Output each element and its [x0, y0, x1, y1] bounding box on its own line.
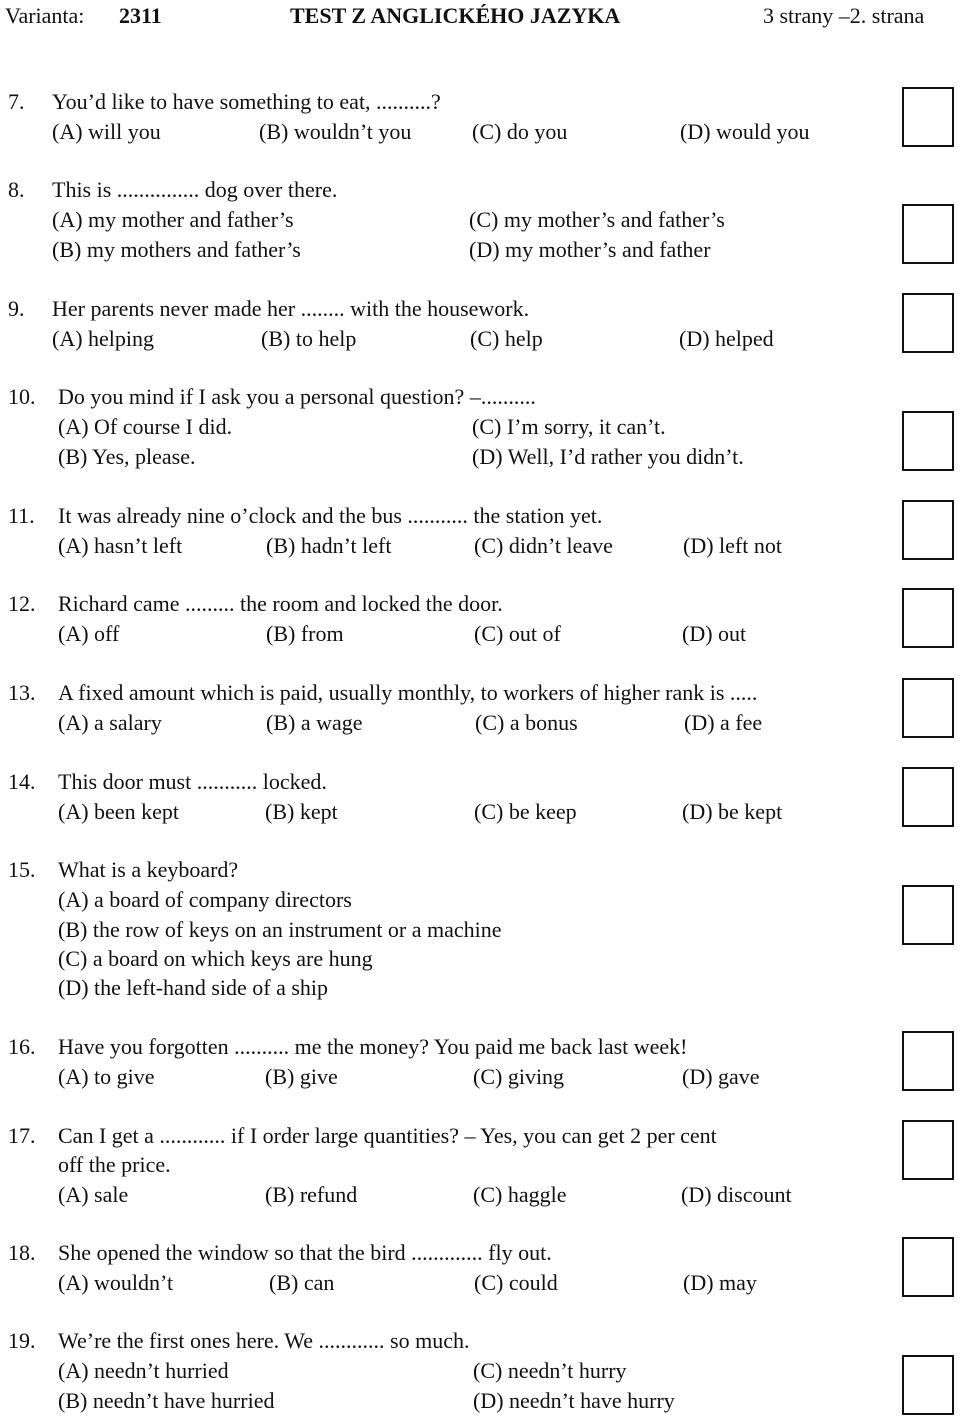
option-a[interactable]: (A) been kept	[58, 799, 179, 824]
question-number: 18.	[8, 1240, 36, 1265]
option-b[interactable]: (B) kept	[265, 799, 338, 824]
answer-box-8[interactable]	[902, 204, 954, 264]
option-a[interactable]: (A) sale	[58, 1182, 129, 1207]
option-c[interactable]: (C) do you	[472, 119, 568, 144]
question-number: 8.	[8, 177, 25, 202]
question-prompt: Her parents never made her ........ with the housework.	[52, 296, 530, 321]
question-prompt: Do you mind if I ask you a personal question? –..........	[58, 384, 536, 409]
option-a[interactable]: (A) needn’t hurried	[58, 1358, 229, 1383]
option-b[interactable]: (B) my mothers and father’s	[52, 237, 301, 262]
option-c[interactable]: (C) my mother’s and father’s	[469, 207, 725, 232]
option-d[interactable]: (D) Well, I’d rather you didn’t.	[472, 444, 744, 469]
answer-box-7[interactable]	[902, 87, 954, 147]
answer-box-10[interactable]	[902, 411, 954, 471]
option-c[interactable]: (C) needn’t hurry	[473, 1358, 627, 1383]
option-a[interactable]: (A) wouldn’t	[58, 1270, 174, 1295]
question-number: 14.	[8, 769, 36, 794]
option-b[interactable]: (B) can	[269, 1270, 335, 1295]
question-prompt: We’re the first ones here. We ............ so much.	[58, 1328, 470, 1353]
answer-box-15[interactable]	[902, 885, 954, 945]
question-number: 19.	[8, 1328, 36, 1353]
option-d[interactable]: (D) may	[683, 1270, 757, 1295]
option-a[interactable]: (A) my mother and father’s	[52, 207, 294, 232]
option-a[interactable]: (A) will you	[52, 119, 161, 144]
question-prompt: She opened the window so that the bird ............. fly out.	[58, 1240, 552, 1265]
option-c[interactable]: (C) haggle	[473, 1182, 567, 1207]
option-d[interactable]: (D) discount	[681, 1182, 792, 1207]
option-d[interactable]: (D) the left-hand side of a ship	[58, 975, 329, 1000]
question-number: 17.	[8, 1123, 36, 1148]
option-a[interactable]: (A) to give	[58, 1064, 155, 1089]
option-b[interactable]: (B) give	[265, 1064, 338, 1089]
question-prompt-continued: off the price.	[58, 1152, 171, 1177]
question-prompt: A fixed amount which is paid, usually monthly, to workers of higher rank is .....	[58, 680, 758, 705]
option-a[interactable]: (A) helping	[52, 326, 155, 351]
option-d[interactable]: (D) gave	[682, 1064, 760, 1089]
question-prompt: Have you forgotten .......... me the money? You paid me back last week!	[58, 1034, 688, 1059]
option-d[interactable]: (D) my mother’s and father	[469, 237, 711, 262]
option-c[interactable]: (C) could	[474, 1270, 558, 1295]
option-c[interactable]: (C) I’m sorry, it can’t.	[472, 414, 666, 439]
answer-box-12[interactable]	[902, 588, 954, 648]
option-b[interactable]: (B) wouldn’t you	[259, 119, 412, 144]
question-prompt: This door must ........... locked.	[58, 769, 327, 794]
option-c[interactable]: (C) help	[470, 326, 543, 351]
question-prompt: It was already nine o’clock and the bus ........... the station yet.	[58, 503, 603, 528]
option-a[interactable]: (A) hasn’t left	[58, 533, 183, 558]
answer-box-18[interactable]	[902, 1237, 954, 1297]
page-count: 3 strany –2. strana	[763, 3, 925, 28]
option-d[interactable]: (D) needn’t have hurry	[473, 1388, 675, 1413]
question-number: 10.	[8, 384, 36, 409]
option-d[interactable]: (D) out	[682, 621, 747, 646]
option-a[interactable]: (A) a salary	[58, 710, 162, 735]
question-number: 15.	[8, 857, 36, 882]
answer-box-16[interactable]	[902, 1031, 954, 1091]
option-a[interactable]: (A) a board of company directors	[58, 887, 352, 912]
option-b[interactable]: (B) to help	[261, 326, 357, 351]
option-c[interactable]: (C) out of	[474, 621, 561, 646]
option-c[interactable]: (C) a board on which keys are hung	[58, 946, 373, 971]
question-number: 16.	[8, 1034, 36, 1059]
variant-label: Varianta:	[5, 3, 85, 28]
question-number: 7.	[8, 89, 25, 114]
answer-box-19[interactable]	[902, 1355, 954, 1415]
option-b[interactable]: (B) a wage	[266, 710, 363, 735]
answer-box-14[interactable]	[902, 767, 954, 827]
option-d[interactable]: (D) left not	[683, 533, 782, 558]
option-b[interactable]: (B) needn’t have hurried	[58, 1388, 275, 1413]
option-b[interactable]: (B) refund	[265, 1182, 358, 1207]
question-number: 13.	[8, 680, 36, 705]
variant-number: 2311	[119, 3, 162, 28]
option-c[interactable]: (C) giving	[473, 1064, 565, 1089]
option-c[interactable]: (C) be keep	[474, 799, 577, 824]
option-d[interactable]: (D) be kept	[682, 799, 783, 824]
option-b[interactable]: (B) hadn’t left	[266, 533, 392, 558]
option-b[interactable]: (B) Yes, please.	[58, 444, 196, 469]
option-c[interactable]: (C) didn’t leave	[474, 533, 613, 558]
question-prompt: You’d like to have something to eat, ..........?	[52, 89, 441, 114]
test-title: TEST Z ANGLICKÉHO JAZYKA	[290, 3, 621, 28]
question-prompt: Richard came ......... the room and locked the door.	[58, 591, 503, 616]
question-prompt: This is ............... dog over there.	[52, 177, 338, 202]
option-b[interactable]: (B) the row of keys on an instrument or a machine	[58, 917, 502, 942]
option-d[interactable]: (D) a fee	[684, 710, 763, 735]
question-prompt: What is a keyboard?	[58, 857, 239, 882]
option-c[interactable]: (C) a bonus	[475, 710, 578, 735]
question-number: 9.	[8, 296, 25, 321]
answer-box-13[interactable]	[902, 678, 954, 738]
answer-box-9[interactable]	[902, 293, 954, 353]
answer-box-17[interactable]	[902, 1120, 954, 1180]
option-d[interactable]: (D) helped	[679, 326, 774, 351]
question-number: 12.	[8, 591, 36, 616]
answer-box-11[interactable]	[902, 500, 954, 560]
question-number: 11.	[8, 503, 35, 528]
option-a[interactable]: (A) Of course I did.	[58, 414, 233, 439]
option-b[interactable]: (B) from	[266, 621, 344, 646]
question-prompt: Can I get a ............ if I order large quantities? – Yes, you can get 2 per cent	[58, 1123, 717, 1148]
option-d[interactable]: (D) would you	[680, 119, 810, 144]
option-a[interactable]: (A) off	[58, 621, 120, 646]
